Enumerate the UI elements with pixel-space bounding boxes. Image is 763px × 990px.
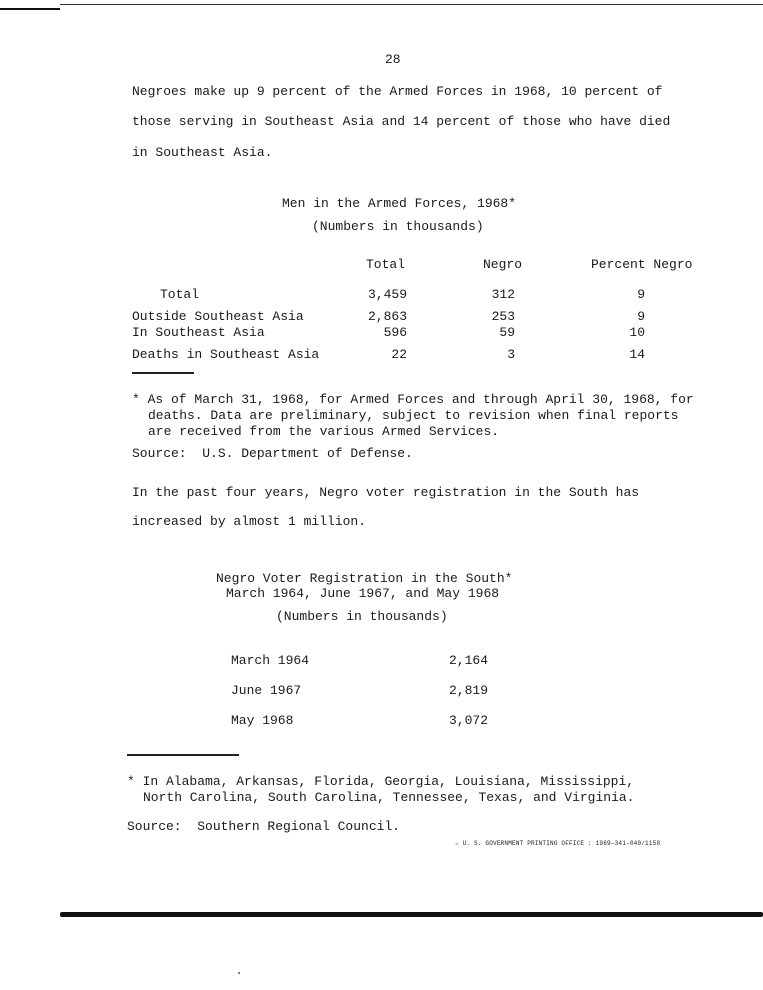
- table2-row-date: June 1967: [231, 683, 302, 698]
- table1-row-label: Outside Southeast Asia: [132, 309, 304, 324]
- table2-row-date: May 1968: [231, 713, 294, 728]
- table1-row-total: 596: [383, 325, 407, 340]
- table2-footnote-line-1: * In Alabama, Arkansas, Florida, Georgia, Louisiana, Mississippi,: [127, 774, 635, 789]
- table1-footnote-line-2: deaths. Data are preliminary, subject to revision when final reports: [148, 408, 679, 423]
- table1-row-total: 2,863: [367, 309, 407, 324]
- table2-row-value: 3,072: [448, 713, 488, 728]
- table1-row-negro: 253: [491, 309, 515, 324]
- table1-row-total: 3,459: [367, 287, 407, 302]
- table1-row-label: In Southeast Asia: [132, 325, 265, 340]
- table1-row-negro: 59: [499, 325, 515, 340]
- table2-row-value: 2,819: [448, 683, 488, 698]
- table1-row-percent: 14: [629, 347, 645, 362]
- table1-header-total: Total: [366, 257, 406, 272]
- table2-row-date: March 1964: [231, 653, 310, 668]
- table1-header-negro: Negro: [483, 257, 523, 272]
- table1-row-label: Deaths in Southeast Asia: [132, 347, 320, 362]
- table1-row-percent: 9: [637, 287, 645, 302]
- intro-line-1: Negroes make up 9 percent of the Armed Forces in 1968, 10 percent of: [132, 84, 663, 99]
- page-number: 28: [385, 52, 401, 67]
- table1-row-percent: 10: [629, 325, 645, 340]
- table2-row-value: 2,164: [448, 653, 488, 668]
- table1-row-label: Total: [160, 287, 200, 302]
- table1-row-negro: 312: [491, 287, 515, 302]
- table2-subtitle: March 1964, June 1967, and May 1968: [226, 586, 500, 601]
- table1-header-percent: Percent Negro: [591, 257, 693, 272]
- table2-footnote-line-2: North Carolina, South Carolina, Tennessee, Texas, and Virginia.: [143, 790, 635, 805]
- table1-row-negro: 3: [507, 347, 515, 362]
- table1-row-total: 22: [391, 347, 407, 362]
- table1-subtitle: (Numbers in thousands): [312, 219, 484, 234]
- footnote-divider: [127, 754, 239, 756]
- intro-line-2: those serving in Southeast Asia and 14 percent of those who have died: [132, 114, 671, 129]
- middle-line-2: increased by almost 1 million.: [132, 514, 367, 529]
- table1-source: Source: U.S. Department of Defense.: [132, 446, 413, 461]
- middle-line-1: In the past four years, Negro voter registration in the South has: [132, 485, 640, 500]
- footnote-divider: [132, 372, 194, 374]
- intro-line-3: in Southeast Asia.: [132, 145, 273, 160]
- table2-units: (Numbers in thousands): [276, 609, 448, 624]
- table1-title: Men in the Armed Forces, 1968*: [282, 196, 517, 211]
- bottom-rule: [60, 912, 763, 917]
- table1-footnote-line-1: * As of March 31, 1968, for Armed Forces and through April 30, 1968, for: [132, 392, 694, 407]
- scan-speck: [238, 972, 240, 974]
- table2-title: Negro Voter Registration in the South*: [216, 571, 513, 586]
- table2-source: Source: Southern Regional Council.: [127, 819, 401, 834]
- table1-row-percent: 9: [637, 309, 645, 324]
- table1-footnote-line-3: are received from the various Armed Services.: [148, 424, 500, 439]
- printing-office-line: ☆ U. S. GOVERNMENT PRINTING OFFICE : 1969—341-040/1158: [455, 840, 661, 847]
- top-rule: [0, 0, 763, 3]
